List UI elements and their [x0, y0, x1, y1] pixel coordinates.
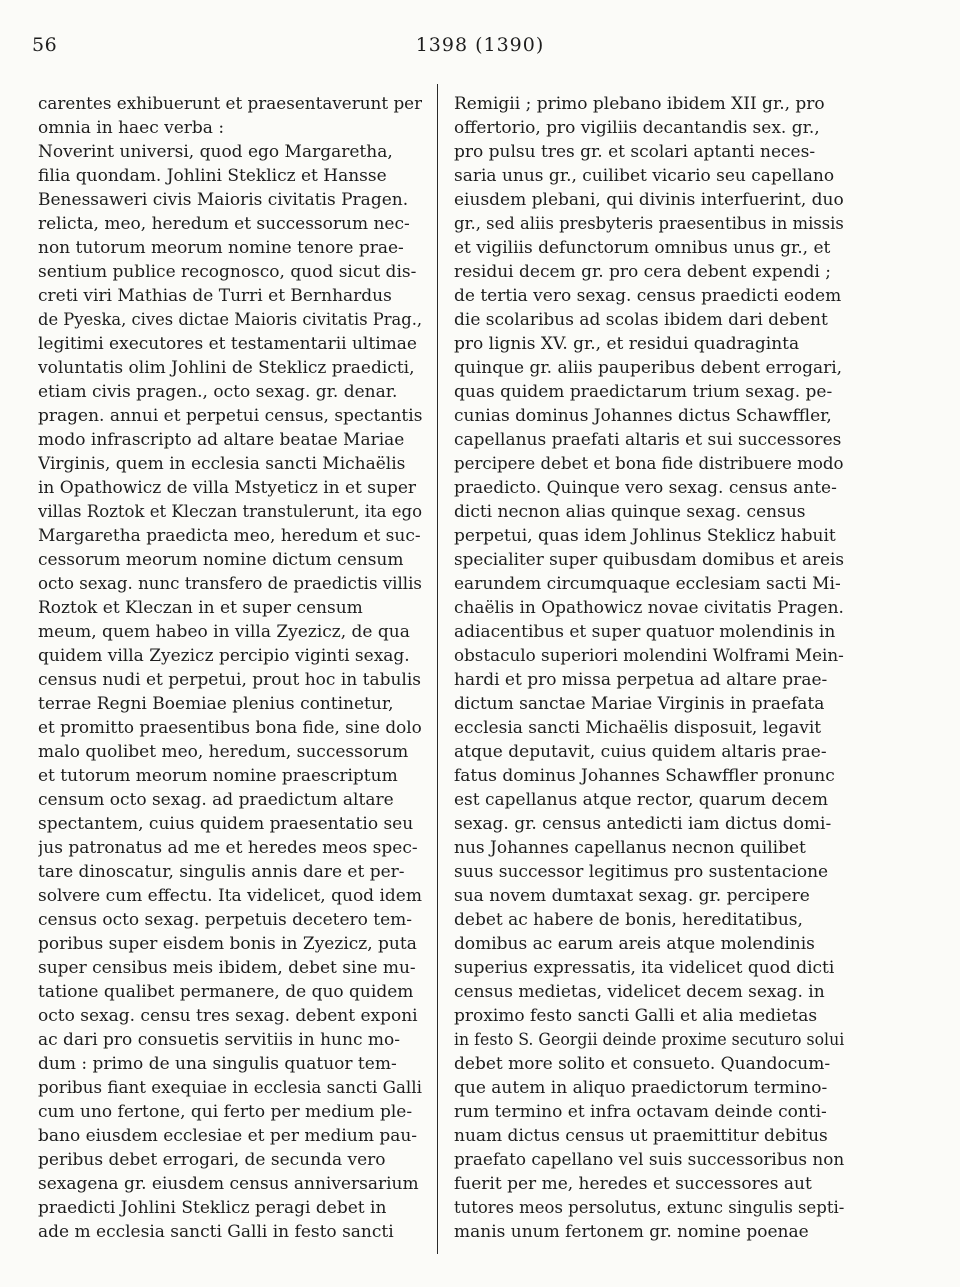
text-line: offertorio, pro vigiliis decantandis sex. gr.,	[454, 118, 820, 138]
text-line: cum uno fertone, qui ferto per medium ple-	[38, 1102, 413, 1122]
page-number: 56	[32, 34, 58, 56]
text-line: nuam dictus census ut praemittitur debitus	[454, 1126, 828, 1146]
text-line: adiacentibus et super quatuor molendinis in	[454, 622, 836, 642]
text-line: ac dari pro consuetis servitiis in hunc mo-	[38, 1030, 400, 1050]
text-line: bano eiusdem ecclesiae et per medium pau-	[38, 1126, 418, 1146]
text-line: sexag. gr. census antedicti iam dictus domi-	[454, 814, 832, 834]
text-line: voluntatis olim Johlini de Steklicz praedicti,	[38, 358, 415, 378]
text-line: Remigii ; primo plebano ibidem XII gr., pro	[454, 94, 825, 114]
text-line: debet ac habere de bonis, hereditatibus,	[454, 910, 803, 930]
text-line: poribus fiant exequiae in ecclesia sancti Galli	[38, 1078, 422, 1098]
text-line: Margaretha praedicta meo, heredum et suc-	[38, 526, 421, 546]
text-line: residui decem gr. pro cera debent expendi ;	[454, 262, 831, 282]
text-line: quinque gr. aliis pauperibus debent errogari,	[454, 358, 843, 378]
text-line: in festo S. Georgii deinde proxime secuturo solui	[454, 1030, 844, 1050]
text-line: nus Johannes capellanus necnon quilibet	[454, 838, 806, 858]
text-line: modo infrascripto ad altare beatae Mariae	[38, 430, 405, 450]
text-line: villas Roztok et Kleczan transtulerunt, ita ego	[38, 502, 422, 522]
text-line: octo sexag. nunc transfero de praedictis villis	[38, 574, 422, 594]
text-line: capellanus praefati altaris et sui successores	[454, 430, 842, 450]
text-line: dum : primo de una singulis quatuor tem-	[38, 1054, 397, 1074]
text-line: perpetui, quas idem Johlinus Steklicz habuit	[454, 526, 836, 546]
text-line: rum termino et infra octavam deinde conti-	[454, 1102, 827, 1122]
text-line: sentium publice recognosco, quod sicut dis-	[38, 262, 417, 282]
text-line: tatione qualibet permanere, de quo quidem	[38, 982, 414, 1002]
text-line: Noverint universi, quod ego Margaretha,	[38, 142, 393, 162]
text-line: etiam civis pragen., octo sexag. gr. denar.	[38, 382, 398, 402]
text-line: octo sexag. censu tres sexag. debent exponi	[38, 1006, 418, 1026]
text-line: Benessaweri civis Maioris civitatis Pragen.	[38, 190, 409, 210]
text-line: Roztok et Kleczan in et super censum	[38, 598, 363, 618]
text-line: censum octo sexag. ad praedictum altare	[38, 790, 394, 810]
text-line: et tutorum meorum nomine praescriptum	[38, 766, 398, 786]
text-line: que autem in aliquo praedictorum termino-	[454, 1078, 828, 1098]
text-line: cunias dominus Johannes dictus Schawffler,	[454, 406, 832, 426]
text-line: suus successor legitimus pro sustentacione	[454, 862, 829, 882]
text-line: terrae Regni Boemiae plenius continetur,	[38, 694, 394, 714]
left-column	[38, 92, 422, 1244]
text-line: gr., sed aliis presbyteris praesentibus in missis	[454, 214, 844, 234]
text-line: de Pyeska, cives dictae Maioris civitatis Prag.,	[38, 310, 422, 330]
text-line: chaëlis in Opathowicz novae civitatis Pragen.	[454, 598, 844, 618]
text-line: domibus ac earum areis atque molendinis	[454, 934, 815, 954]
text-line: in Opathowicz de villa Mstyeticz in et super	[38, 478, 417, 498]
running-title: 1398 (1390)	[415, 34, 545, 56]
text-line: carentes exhibuerunt et praesentaverunt per	[38, 94, 422, 114]
text-line: sua novem dumtaxat sexag. gr. percipere	[454, 886, 810, 906]
text-line: et vigiliis defunctorum omnibus unus gr., et	[454, 238, 831, 258]
text-line: fatus dominus Johannes Schawffler pronunc	[454, 766, 835, 786]
text-line: saria unus gr., cuilibet vicario seu capellano	[454, 166, 835, 186]
text-line: eiusdem plebani, qui divinis interfuerint, duo	[454, 190, 844, 210]
text-line: jus patronatus ad me et heredes meos spec-	[38, 838, 418, 858]
text-line: peribus debet errogari, de secunda vero	[38, 1150, 386, 1170]
text-line: pragen. annui et perpetui census, spectantis	[38, 406, 422, 426]
text-line: ade m ecclesia sancti Galli in festo sancti	[38, 1222, 394, 1242]
text-line: debet more solito et consueto. Quandocum-	[454, 1054, 831, 1074]
text-line: poribus super eisdem bonis in Zyezicz, puta	[38, 934, 417, 954]
text-line: cessorum meorum nomine dictum censum	[38, 550, 404, 570]
text-line: obstaculo superiori molendini Wolframi Mein-	[454, 646, 844, 666]
text-line: sexagena gr. eiusdem census anniversarium	[38, 1174, 419, 1194]
text-line: atque deputavit, cuius quidem altaris prae-	[454, 742, 827, 762]
text-line: et promitto praesentibus bona fide, sine dolo	[38, 718, 422, 738]
text-line: ecclesia sancti Michaëlis disposuit, legavit	[454, 718, 822, 738]
text-line: est capellanus atque rector, quarum decem	[454, 790, 828, 810]
text-line: praedicti Johlini Steklicz peragi debet in	[38, 1198, 387, 1218]
text-line: pro lignis XV. gr., et residui quadraginta	[454, 334, 800, 354]
text-line: relicta, meo, heredum et successorum nec-	[38, 214, 410, 234]
right-column	[454, 92, 844, 1244]
text-line: earundem circumquaque ecclesiam sacti Mi-	[454, 574, 841, 594]
text-line: tare dinoscatur, singulis annis dare et per-	[38, 862, 405, 882]
text-line: praefato capellano vel suis successoribus non	[454, 1150, 845, 1170]
text-line: fuerit per me, heredes et successores aut	[454, 1174, 812, 1194]
text-line: malo quolibet meo, heredum, successorum	[38, 742, 409, 762]
text-line: dicti necnon alias quinque sexag. census	[454, 502, 806, 522]
text-line: hardi et pro missa perpetua ad altare prae-	[454, 670, 828, 690]
text-line: manis unum fertonem gr. nomine poenae	[454, 1222, 809, 1242]
text-line: percipere debet et bona fide distribuere modo	[454, 454, 844, 474]
text-line: legitimi executores et testamentarii ultimae	[38, 334, 417, 354]
text-line: quas quidem praedictarum trium sexag. pe-	[454, 382, 833, 402]
text-line: super censibus meis ibidem, debet sine mu-	[38, 958, 416, 978]
text-line: superius expressatis, ita videlicet quod dicti	[454, 958, 835, 978]
text-line: quidem villa Zyezicz percipio viginti sexag.	[38, 646, 410, 666]
text-line: census nudi et perpetui, prout hoc in tabulis	[38, 670, 422, 690]
text-line: die scolaribus ad scolas ibidem dari debent	[454, 310, 828, 330]
text-line: specialiter super quibusdam domibus et areis	[454, 550, 845, 570]
text-line: solvere cum effectu. Ita videlicet, quod idem	[38, 886, 422, 906]
text-line: meum, quem habeo in villa Zyezicz, de qua	[38, 622, 410, 642]
text-line: spectantem, cuius quidem praesentatio seu	[38, 814, 414, 834]
text-line: census octo sexag. perpetuis decetero tem-	[38, 910, 413, 930]
text-line: filia quondam. Johlini Steklicz et Hansse	[38, 166, 387, 186]
column-divider	[437, 84, 438, 1254]
text-line: praedicto. Quinque vero sexag. census ante-	[454, 478, 837, 498]
text-line: de tertia vero sexag. census praedicti eodem	[454, 286, 842, 306]
text-line: tutores meos persolutus, extunc singulis septi-	[454, 1198, 844, 1218]
text-line: omnia in haec verba :	[38, 118, 225, 138]
text-line: dictum sanctae Mariae Virginis in praefata	[454, 694, 825, 714]
text-line: creti viri Mathias de Turri et Bernhardus	[38, 286, 392, 306]
text-line: proximo festo sancti Galli et alia medietas	[454, 1006, 818, 1026]
text-line: census medietas, videlicet decem sexag. in	[454, 982, 825, 1002]
text-line: pro pulsu tres gr. et scolari aptanti neces-	[454, 142, 816, 162]
text-line: Virginis, quem in ecclesia sancti Michaëlis	[38, 454, 406, 474]
text-line: non tutorum meorum nomine tenore prae-	[38, 238, 404, 258]
